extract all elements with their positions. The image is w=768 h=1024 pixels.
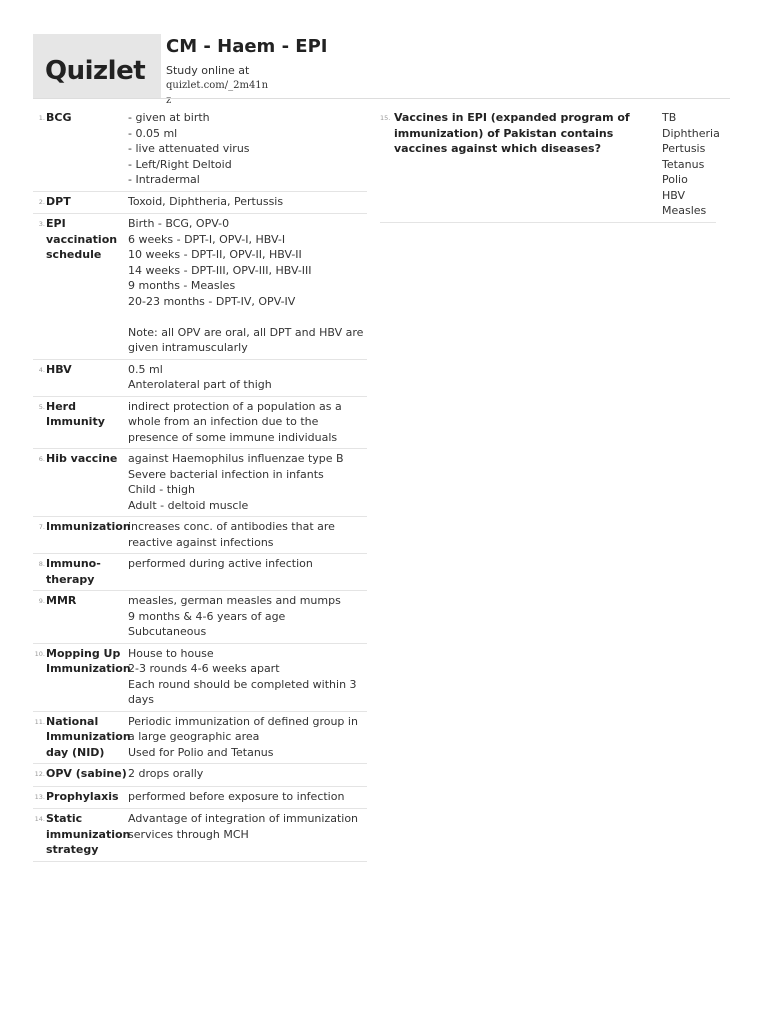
card-number: 15. xyxy=(380,114,391,122)
card-definition: Periodic immunization of defined group in a large geographic area Used for Polio and Tetanus xyxy=(128,714,358,759)
card-number: 2. xyxy=(38,197,45,206)
card-row xyxy=(33,809,367,862)
card-term: Immunization xyxy=(46,520,131,533)
card-term: HBV xyxy=(46,362,72,376)
card-number: 1. xyxy=(38,114,45,122)
card-definition: TB Diphtheria Pertusis Tetanus Polio HBV Measles xyxy=(662,111,720,217)
card-number: 3. xyxy=(38,220,45,228)
card-term: Immuno-therapy xyxy=(46,557,101,586)
card-term: EPI vaccination schedule xyxy=(46,217,118,261)
card-number: 13. xyxy=(34,792,45,801)
card-row xyxy=(33,360,367,397)
card-definition: Advantage of integration of immunization services through MCH xyxy=(128,812,359,841)
card-definition: 2 drops orally xyxy=(128,767,204,780)
card-row xyxy=(380,108,720,223)
header-divider xyxy=(33,98,730,99)
card-number: 8. xyxy=(38,560,45,568)
page-title: CM - Haem - EPI xyxy=(166,36,328,57)
card-number: 12. xyxy=(34,770,45,778)
card-row xyxy=(33,108,367,192)
card-definition: performed before exposure to infection xyxy=(128,789,345,803)
cards-column-right xyxy=(380,108,720,223)
card-term: DPT xyxy=(46,194,71,208)
card-definition: Toxoid, Diphtheria, Pertussis xyxy=(128,194,284,208)
logo-text: Quizlet xyxy=(45,56,146,86)
card-number: 6. xyxy=(38,455,45,463)
card-term: Mopping Up Immunization xyxy=(46,646,131,675)
card-row xyxy=(33,214,367,360)
card-term: MMR xyxy=(46,594,77,607)
card-number: 9. xyxy=(38,597,45,605)
card-row xyxy=(33,554,367,591)
study-prefix: Study online at xyxy=(166,64,250,77)
study-online-line xyxy=(166,64,346,108)
study-url[interactable]: quizlet.com/_2m41n xyxy=(166,80,269,91)
card-row xyxy=(33,591,367,644)
card-definition: - given at birth - 0.05 ml - live attenuated virus - Left/Right Deltoid - Intradermal xyxy=(128,111,250,186)
card-number: 4. xyxy=(38,365,45,374)
card-definition: performed during active infection xyxy=(128,557,313,570)
card-row xyxy=(33,787,367,810)
card-definition: increases conc. of antibodies that are reactive against infections xyxy=(128,520,335,549)
card-number: 11. xyxy=(34,717,45,726)
card-definition: indirect protection of a population as a whole from an infection due to the presence of some immune individuals xyxy=(128,399,342,444)
card-row xyxy=(33,764,367,787)
quizlet-logo xyxy=(33,34,161,98)
card-term: National Immunization day (NID) xyxy=(46,714,131,759)
card-definition: against Haemophilus influenzae type B Severe bacterial infection in infants Child - thigh Adult - deltoid muscle xyxy=(128,452,344,512)
card-definition: 0.5 ml Anterolateral part of thigh xyxy=(128,362,272,391)
card-row xyxy=(33,644,367,712)
card-number: 14. xyxy=(34,815,45,823)
card-number: 7. xyxy=(38,523,45,531)
card-definition: House to house 2-3 rounds 4-6 weeks apart Each round should be completed within 3 days xyxy=(128,646,357,706)
card-term: Static immunization strategy xyxy=(46,812,131,856)
card-term: Hib vaccine xyxy=(46,452,118,465)
study-url-tail[interactable]: z xyxy=(166,95,172,106)
card-row xyxy=(33,712,367,765)
card-number: 10. xyxy=(34,649,45,658)
card-number: 5. xyxy=(38,402,45,411)
cards-column-left xyxy=(33,108,367,862)
card-term: Vaccines in EPI (expanded program of immunization) of Pakistan contains vaccines against which diseases? xyxy=(394,111,630,155)
card-definition: Birth - BCG, OPV-0 6 weeks - DPT-I, OPV-I, HBV-I 10 weeks - DPT-II, OPV-II, HBV-II 14 weeks - DPT-III, OPV-III, HBV-III 9 months - Measles 20-23 months - DPT-IV, OPV-IV Note: all OPV are oral, all DPT and HBV are given intramuscularly xyxy=(128,217,364,354)
card-term: Prophylaxis xyxy=(46,789,119,803)
card-row xyxy=(33,397,367,450)
card-row xyxy=(33,517,367,554)
card-term: Herd Immunity xyxy=(46,399,105,428)
card-row xyxy=(33,192,367,215)
card-definition: measles, german measles and mumps 9 months & 4-6 years of age Subcutaneous xyxy=(128,594,341,638)
card-term: OPV (sabine) xyxy=(46,767,127,780)
card-term: BCG xyxy=(46,111,72,124)
card-row xyxy=(33,449,367,517)
